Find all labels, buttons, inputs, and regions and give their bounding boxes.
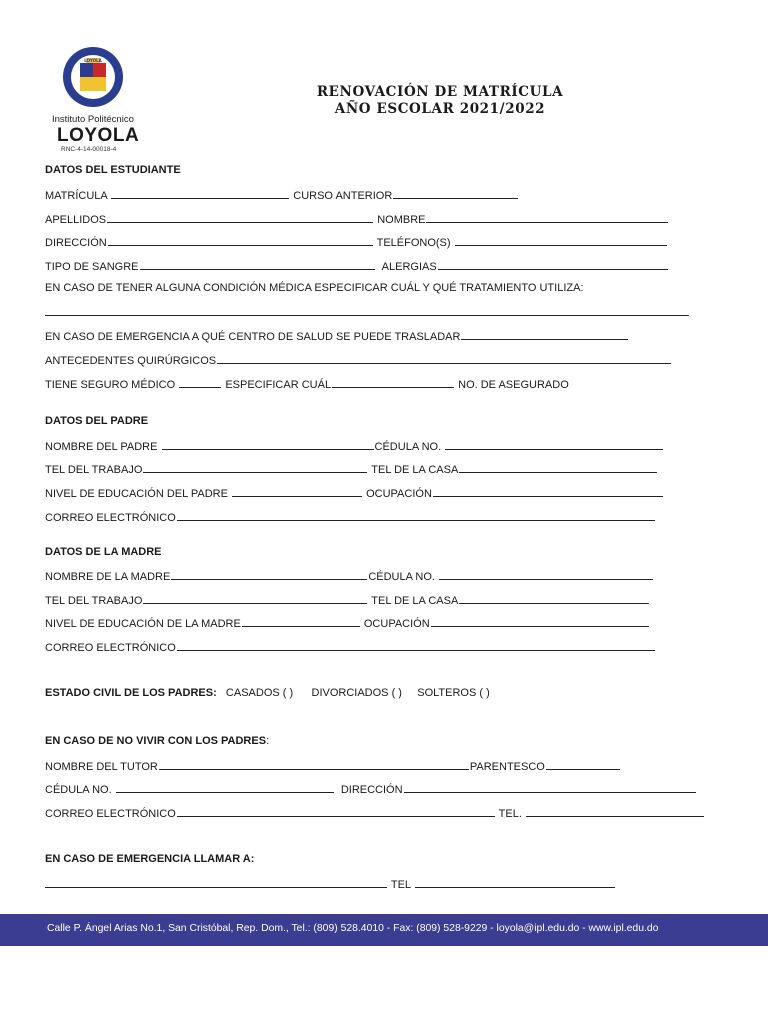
mother-nivel-field[interactable] [242, 615, 360, 627]
tutor-heading: EN CASO DE NO VIVIR CON LOS PADRES [45, 735, 267, 747]
row-tutor-correo [45, 805, 705, 821]
row-tipo-sangre [45, 258, 669, 274]
direccion-field[interactable] [108, 234, 373, 246]
emergency-tel-field[interactable] [415, 876, 615, 888]
matricula-label: MATRÍCULA [45, 190, 108, 202]
especificar-field[interactable] [332, 376, 454, 388]
condicion-medica-field[interactable] [45, 315, 689, 316]
mother-tel-casa-field[interactable] [459, 592, 649, 604]
row-matricula [45, 187, 519, 203]
father-nombre-label: NOMBRE DEL PADRE [45, 441, 158, 453]
nombre-field[interactable] [426, 211, 668, 223]
row-mother-nivel [45, 615, 650, 631]
matricula-field[interactable] [111, 187, 289, 199]
especificar-label: ESPECIFICAR CUÁL [225, 379, 332, 391]
tipo-sangre-field[interactable] [140, 258, 375, 270]
curso-anterior-field[interactable] [393, 187, 518, 199]
father-nivel-label: NIVEL DE EDUCACIÓN DEL PADRE [45, 488, 228, 500]
parentesco-label: PARENTESCO [469, 761, 545, 773]
row-mother-tel [45, 592, 650, 608]
civil-heading: ESTADO CIVIL DE LOS PADRES [45, 687, 214, 699]
apellidos-label: APELLIDOS [45, 214, 107, 226]
father-correo-field[interactable] [177, 509, 655, 521]
row-apellidos [45, 211, 669, 227]
curso-anterior-label: CURSO ANTERIOR [293, 190, 393, 202]
institute-name: LOYOLA [57, 125, 140, 146]
mother-tel-casa-label: TEL DE LA CASA [371, 595, 459, 607]
parentesco-field[interactable] [546, 758, 620, 770]
father-correo-label: CORREO ELECTRÓNICO [45, 512, 176, 524]
row-father-tel [45, 461, 658, 477]
apellidos-field[interactable] [107, 211, 373, 223]
mother-correo-field[interactable] [177, 639, 655, 651]
tutor-direccion-field[interactable] [404, 781, 696, 793]
row-father-nombre [45, 438, 664, 454]
father-cedula-field[interactable] [445, 438, 663, 450]
father-nivel-field[interactable] [232, 485, 362, 497]
telefono-label: TELÉFONO(S) [376, 237, 451, 249]
mother-nombre-label: NOMBRE DE LA MADRE [45, 571, 171, 583]
centro-salud-label: EN CASO DE EMERGENCIA A QUÉ CENTRO DE SALUD SE PUEDE TRASLADAR [45, 331, 461, 343]
title-line-1: RENOVACIÓN DE MATRÍCULA [316, 84, 564, 100]
emergency-name-field[interactable] [45, 876, 387, 888]
condicion-medica-label: EN CASO DE TENER ALGUNA CONDICIÓN MÉDICA ESPECIFICAR CUÁL Y QUÉ TRATAMIENTO UTILIZA: [45, 282, 584, 294]
tutor-nombre-label: NOMBRE DEL TUTOR [45, 761, 158, 773]
tipo-sangre-label: TIPO DE SANGRE [45, 261, 139, 273]
telefono-field[interactable] [455, 234, 667, 246]
row-father-nivel [45, 485, 664, 501]
row-antecedentes [45, 352, 672, 368]
tutor-cedula-field[interactable] [116, 781, 334, 793]
nombre-label: NOMBRE [377, 214, 426, 226]
no-asegurado-label: NO. DE ASEGURADO [458, 379, 569, 391]
father-ocupacion-label: OCUPACIÓN [366, 488, 432, 500]
father-cedula-label: CÉDULA NO. [374, 441, 442, 453]
father-tel-casa-field[interactable] [459, 461, 657, 473]
mother-tel-trabajo-label: TEL DEL TRABAJO [45, 595, 143, 607]
alergias-label: ALERGIAS [381, 261, 437, 273]
direccion-label: DIRECCIÓN [45, 237, 107, 249]
footer-bar [0, 914, 768, 946]
row-mother-nombre [45, 568, 654, 584]
father-tel-trabajo-field[interactable] [143, 461, 367, 473]
father-heading: DATOS DEL PADRE [45, 415, 149, 427]
institute-rnc: RNC-4-14-00018-4 [61, 146, 117, 153]
antecedentes-label: ANTECEDENTES QUIRÚRGICOS [45, 355, 217, 367]
casados-option[interactable]: CASADOS ( ) [225, 687, 294, 699]
footer-contact-text: Calle P. Ángel Arias No.1, San Cristóbal, Rep. Dom., Tel.: (809) 528.4010 - Fax: (809) 528-9229 - loyola@ipl.edu.do - www.ipl.edu.do [47, 923, 659, 934]
tutor-correo-field[interactable] [177, 805, 495, 817]
mother-cedula-field[interactable] [439, 568, 653, 580]
seguro-label: TIENE SEGURO MÉDICO [45, 379, 176, 391]
row-tutor-cedula [45, 781, 697, 797]
mother-tel-trabajo-field[interactable] [143, 592, 367, 604]
mother-ocupacion-label: OCUPACIÓN [363, 618, 430, 630]
father-tel-casa-label: TEL DE LA CASA [371, 464, 459, 476]
title-line-2: AÑO ESCOLAR 2021/2022 [334, 101, 546, 117]
row-estado-civil: ESTADO CIVIL DE LOS PADRES: CASADOS ( ) DIVORCIADOS ( ) SOLTEROS ( ) [45, 687, 490, 699]
mother-cedula-label: CÉDULA NO. [368, 571, 435, 583]
form-title [300, 84, 580, 118]
alergias-field[interactable] [438, 258, 668, 270]
father-nombre-field[interactable] [162, 438, 374, 450]
student-heading: DATOS DEL ESTUDIANTE [45, 164, 181, 176]
tutor-correo-label: CORREO ELECTRÓNICO [45, 808, 176, 820]
row-centro-salud [45, 328, 629, 344]
mother-nombre-field[interactable] [171, 568, 367, 580]
emergency-heading: EN CASO DE EMERGENCIA LLAMAR A: [45, 853, 255, 865]
institute-label: Instituto Politécnico [52, 114, 134, 125]
mother-nivel-label: NIVEL DE EDUCACIÓN DE LA MADRE [45, 618, 241, 630]
tutor-direccion-label: DIRECCIÓN [340, 784, 403, 796]
row-tutor-nombre [45, 758, 621, 774]
row-direccion [45, 234, 668, 250]
emergency-tel-label: TEL [390, 879, 411, 891]
row-emergency [45, 876, 616, 892]
tutor-tel-field[interactable] [526, 805, 704, 817]
institute-seal-icon [62, 46, 124, 108]
seguro-field[interactable] [179, 376, 221, 388]
row-mother-correo [45, 639, 656, 655]
tutor-cedula-label: CÉDULA NO. [45, 784, 112, 796]
tutor-tel-label: TEL. [498, 808, 522, 820]
centro-salud-field[interactable] [461, 328, 628, 340]
father-tel-trabajo-label: TEL DEL TRABAJO [45, 464, 143, 476]
divorciados-option[interactable]: DIVORCIADOS ( ) [311, 687, 402, 699]
antecedentes-field[interactable] [217, 352, 671, 364]
row-tutor-heading: EN CASO DE NO VIVIR CON LOS PADRES: [45, 735, 270, 747]
solteros-option[interactable]: SOLTEROS ( ) [417, 687, 490, 699]
mother-ocupacion-field[interactable] [431, 615, 649, 627]
seal-text: LOYOLA [84, 58, 102, 63]
mother-heading: DATOS DE LA MADRE [45, 546, 162, 558]
row-seguro [45, 376, 569, 392]
mother-correo-label: CORREO ELECTRÓNICO [45, 642, 176, 654]
row-father-correo [45, 509, 656, 525]
tutor-nombre-field[interactable] [159, 758, 469, 770]
father-ocupacion-field[interactable] [433, 485, 663, 497]
